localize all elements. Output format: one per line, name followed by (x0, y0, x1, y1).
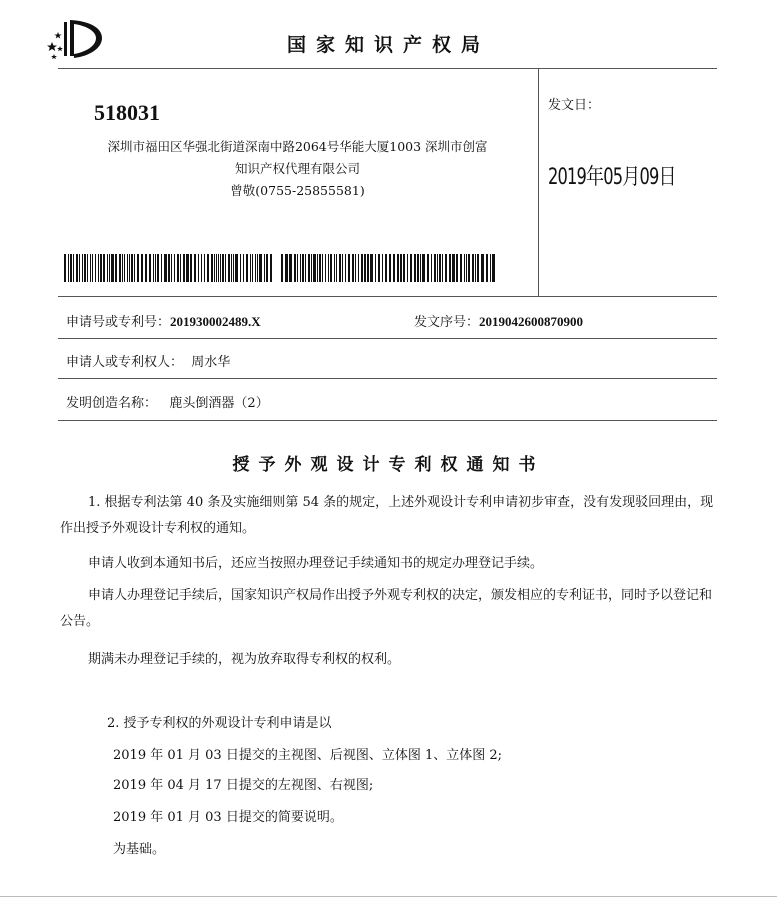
section-2-line-4: 为基础。 (113, 842, 166, 857)
barcode-bar (352, 254, 354, 282)
barcode-bar (427, 254, 429, 282)
barcode-bar (397, 254, 399, 282)
barcode-bar (452, 254, 455, 282)
invention-row (66, 392, 269, 411)
barcode-bar (378, 254, 380, 282)
barcode-bar (358, 254, 359, 282)
barcode-bar (422, 254, 425, 282)
barcode-bar (180, 254, 181, 282)
barcode-bar (367, 254, 369, 282)
barcode-bar (194, 254, 196, 282)
barcode-bar (336, 254, 337, 282)
barcode-bar (103, 254, 105, 282)
barcode-bar (149, 254, 151, 282)
barcode-bar (364, 254, 366, 282)
barcode-bar (407, 254, 408, 282)
barcode-bar (490, 254, 491, 282)
barcode-bar (266, 254, 268, 282)
barcode-bar (300, 254, 301, 282)
application-number-label: 申请号或专利号： (66, 315, 171, 330)
application-number-row (66, 311, 261, 330)
barcode-bar (100, 254, 102, 282)
section-2-line-3: 2019 年 01 月 03 日提交的简要说明。 (113, 810, 343, 825)
barcode-bar (297, 254, 298, 282)
notice-title: 授予外观设计专利权通知书 (232, 455, 545, 475)
barcode-bar (330, 254, 332, 282)
barcode-bar (145, 254, 147, 282)
barcode-bar (468, 254, 470, 282)
barcode-bar (456, 254, 458, 282)
barcode-bar (231, 254, 232, 282)
barcode-bar (375, 254, 376, 282)
barcode-bar (449, 254, 451, 282)
address-line-2: 知识产权代理有限公司 (234, 161, 360, 176)
barcode-bar (134, 254, 135, 282)
barcode-bar (255, 254, 256, 282)
paragraph-3: 申请人办理登记手续后，国家知识产权局作出授予外观专利权的决定，颁发相应的专利证书，同时予以登记和公告。 (60, 588, 713, 629)
barcode-bar (243, 254, 244, 282)
barcode-bar (174, 254, 175, 282)
barcode-bar (228, 254, 230, 282)
paragraph-1: 1. 根据专利法第 40 条及实施细则第 54 条的规定，上述外观设计专利申请初步审查，没有发现驳回理由，现作出授予外观设计专利权的通知。 (60, 495, 714, 536)
barcode-bar (131, 254, 133, 282)
barcode-bar (311, 254, 312, 282)
barcode-bar (289, 254, 292, 282)
office-name: 国家知识产权局 (286, 34, 490, 56)
barcode-bar (481, 254, 484, 282)
application-number-value: 201930002489.X (170, 314, 261, 329)
barcode-bar (115, 254, 117, 282)
barcode-bar (127, 254, 128, 282)
section-2-line-2: 2019 年 04 月 17 日提交的左视图、右视图; (113, 778, 374, 793)
barcode-bar (171, 254, 172, 282)
field-rule-1 (58, 338, 717, 339)
send-date-value: 2019年05月09日 (548, 165, 676, 190)
barcode-bar (161, 254, 162, 282)
header-divider (538, 68, 539, 296)
barcode-bar (90, 254, 91, 282)
barcode-bar (264, 254, 265, 282)
barcode-bar (98, 254, 99, 282)
barcode-bar (157, 254, 159, 282)
barcode-bar (246, 254, 248, 282)
barcode-bar (442, 254, 443, 282)
barcode-bar (322, 254, 323, 282)
barcode-bar (319, 254, 321, 282)
barcode-bar (95, 254, 96, 282)
barcode-bar (216, 254, 217, 282)
barcode-bar (385, 254, 387, 282)
barcode-bar (348, 254, 350, 282)
paragraph-4: 期满未办理登记手续的，视为放弃取得专利权的权利。 (88, 652, 401, 667)
barcode-bar (294, 254, 296, 282)
barcode-bar (325, 254, 326, 282)
serial-number-row (414, 311, 583, 330)
barcode-bar (64, 254, 66, 282)
serial-number-label: 发文序号： (414, 315, 480, 330)
barcode-bar (464, 254, 465, 282)
barcode-bar (400, 254, 402, 282)
barcode-bar (119, 254, 121, 282)
barcode-bar (240, 254, 241, 282)
barcode-bar (466, 254, 467, 282)
barcode-bar (190, 254, 192, 282)
barcode-bar (417, 254, 419, 282)
barcode-bar (270, 254, 272, 282)
barcode-left (64, 254, 272, 282)
barcode-bar (68, 254, 69, 282)
barcode-bar (250, 254, 251, 282)
barcode-bar (183, 254, 185, 282)
barcode-bar (122, 254, 123, 282)
barcode-bar (382, 254, 383, 282)
applicant-value: 周水华 (191, 355, 231, 370)
barcode-bar (109, 254, 110, 282)
barcode-bar (164, 254, 167, 282)
barcode-bar (460, 254, 462, 282)
barcode-bar (211, 254, 213, 282)
barcode-bar (361, 254, 363, 282)
header-bottom-rule (58, 296, 717, 297)
barcode-bar (141, 254, 143, 282)
barcode-bar (345, 254, 346, 282)
barcode-bar (302, 254, 304, 282)
barcode-bar (222, 254, 224, 282)
barcode-bar (204, 254, 205, 282)
barcode-bar (124, 254, 125, 282)
barcode-bar (370, 254, 373, 282)
serial-number-value: 2019042600870900 (479, 314, 584, 329)
barcode-bar (414, 254, 416, 282)
page-bottom-edge (0, 896, 777, 897)
invention-value: 鹿头倒酒器（2） (169, 396, 269, 411)
barcode-bar (92, 254, 93, 282)
barcode-bar (225, 254, 226, 282)
header-top-rule (58, 68, 717, 69)
barcode-bar (235, 254, 238, 282)
barcode-bar (257, 254, 258, 282)
barcode-bar (137, 254, 139, 282)
barcode-bar (420, 254, 421, 282)
barcode-bar (177, 254, 179, 282)
barcode-bar (220, 254, 221, 282)
barcode-bar (305, 254, 306, 282)
barcode-bar (492, 254, 495, 282)
barcode-bar (259, 254, 262, 282)
barcode-bar (334, 254, 335, 282)
barcode-bar (87, 254, 88, 282)
barcode-bar (82, 254, 83, 282)
contact-line: 曾敬(0755-25855581) (230, 183, 365, 198)
barcode-bar (70, 254, 72, 282)
barcode-bar (79, 254, 80, 282)
barcode-bar (84, 254, 86, 282)
barcode-bar (389, 254, 391, 282)
barcode-bar (252, 254, 253, 282)
barcode-bar (403, 254, 405, 282)
barcode-bar (355, 254, 356, 282)
barcode-bar (486, 254, 488, 282)
recipient-address (60, 136, 535, 202)
barcode-bar (308, 254, 310, 282)
barcode-bar (153, 254, 154, 282)
barcode-bar (439, 254, 441, 282)
barcode-bar (233, 254, 234, 282)
barcode-bar (328, 254, 329, 282)
barcode-bar (76, 254, 78, 282)
field-rule-3 (58, 420, 717, 421)
send-date-label: 发文日： (548, 98, 601, 113)
barcode-bar (410, 254, 412, 282)
field-rule-2 (58, 378, 717, 379)
applicant-label: 申请人或专利权人： (66, 355, 184, 370)
invention-label: 发明创造名称： (66, 396, 158, 411)
barcode-bar (129, 254, 130, 282)
barcode-bar (207, 254, 209, 282)
barcode-bar (218, 254, 219, 282)
section-2-line-1: 2019 年 01 月 03 日提交的主视图、后视图、立体图 1、立体图 2; (113, 748, 503, 763)
barcode-bar (281, 254, 283, 282)
barcode-right (281, 254, 497, 282)
barcode-bar (198, 254, 199, 282)
barcode-bar (475, 254, 476, 282)
applicant-row (66, 351, 230, 370)
section-2-title: 2. 授予专利权的外观设计专利申请是以 (107, 716, 332, 731)
barcode-bar (285, 254, 288, 282)
barcode-bar (186, 254, 189, 282)
address-line-1: 深圳市福田区华强北街道深南中路2064号华能大厦1003 深圳市创富 (107, 139, 488, 154)
barcode-bar (437, 254, 438, 282)
barcode-bar (445, 254, 447, 282)
postal-code: 518031 (94, 100, 160, 125)
paragraph-2: 申请人收到本通知书后，还应当按照办理登记手续通知书的规定办理登记手续。 (88, 556, 544, 571)
barcode-bar (155, 254, 156, 282)
barcode-bar (431, 254, 432, 282)
barcode-bar (472, 254, 474, 282)
barcode-bar (214, 254, 215, 282)
barcode-bar (393, 254, 395, 282)
barcode-bar (168, 254, 170, 282)
barcode-bar (477, 254, 479, 282)
barcode-bar (339, 254, 341, 282)
barcode-bar (342, 254, 343, 282)
barcode-bar (317, 254, 318, 282)
barcode-bar (434, 254, 436, 282)
barcode-bar (313, 254, 316, 282)
barcode-bar (73, 254, 74, 282)
barcode-bar (201, 254, 202, 282)
barcode-bar (111, 254, 114, 282)
barcode-bar (107, 254, 108, 282)
